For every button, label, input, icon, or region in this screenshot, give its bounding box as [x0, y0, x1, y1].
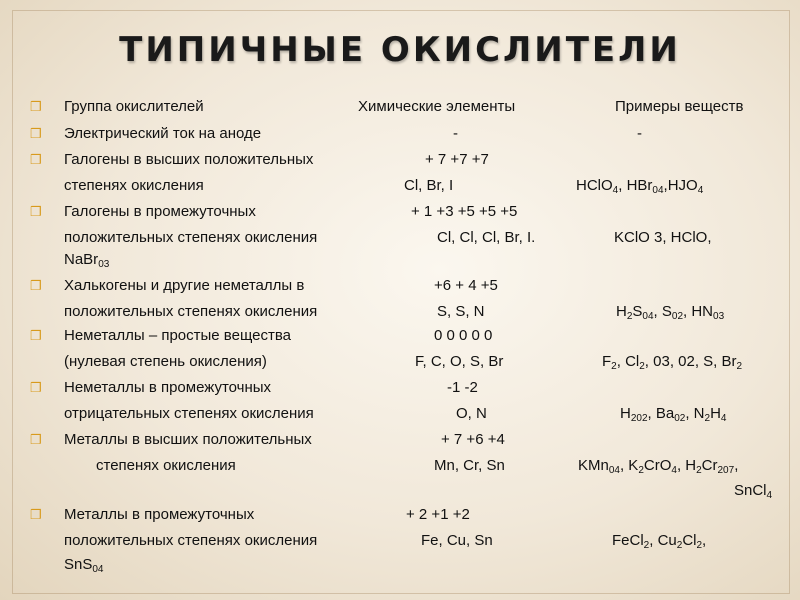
examples-cell: $H_2S_{04}$, $S_{02}$, $HN_{03}$	[616, 303, 725, 322]
elements-cell: Fe, Cu, Sn	[421, 532, 493, 549]
table-row	[0, 531, 800, 555]
table-row	[0, 150, 800, 174]
elements-cell: + 1 +3 +5 +5 +5	[411, 203, 518, 220]
group-cell: (нулевая степень окисления)	[64, 353, 267, 370]
table-row	[0, 326, 800, 350]
table-row	[0, 250, 800, 274]
table-row	[0, 276, 800, 300]
elements-cell: 0 0 0 0 0	[434, 327, 493, 344]
table-row	[0, 228, 800, 252]
elements-cell: -1 -2	[447, 379, 478, 396]
bullet-icon: ❒	[30, 328, 42, 343]
bullet-icon: ❒	[30, 432, 42, 447]
elements-cell: F, C, O, S, Br	[415, 353, 504, 370]
group-cell: положительных степенях окисления	[64, 303, 318, 320]
group-cell: положительных степенях окисления	[64, 532, 318, 549]
examples-cell: SnCl$_4$	[734, 482, 773, 501]
group-cell: положительных степенях окисления	[64, 229, 318, 246]
table-row	[0, 124, 800, 148]
elements-cell: Cl, Cl, Cl, Br, I.	[437, 229, 536, 246]
bullet-icon: ❒	[30, 152, 42, 167]
elements-cell: Химические элементы	[358, 98, 516, 115]
elements-cell: Cl, Br, I	[404, 177, 454, 194]
group-cell: Галогены в высших положительных	[64, 151, 314, 168]
bullet-icon: ❒	[30, 126, 42, 141]
bullet-icon: ❒	[30, 99, 42, 114]
bullet-icon: ❒	[30, 278, 42, 293]
table-row	[0, 352, 800, 376]
group-cell: Неметаллы – простые вещества	[64, 327, 291, 344]
elements-cell: + 7 +6 +4	[441, 431, 505, 448]
table-row	[0, 456, 800, 480]
table-row	[0, 378, 800, 402]
examples-continuation: NaBr$_{03}$	[64, 251, 110, 270]
elements-cell: -	[453, 125, 458, 142]
examples-cell: -	[637, 125, 642, 142]
group-cell: Неметаллы в промежуточных	[64, 379, 272, 396]
table-row	[0, 404, 800, 428]
elements-cell: O, N	[456, 405, 487, 422]
table-row	[0, 505, 800, 529]
group-cell: Халькогены и другие неметаллы в	[64, 277, 305, 294]
elements-cell: S, S, N	[437, 303, 485, 320]
group-cell: отрицательных степенях окисления	[64, 405, 314, 422]
elements-cell: +6 + 4 +5	[434, 277, 498, 294]
bullet-icon: ❒	[30, 204, 42, 219]
table-row	[0, 302, 800, 326]
table-row	[0, 202, 800, 226]
examples-cell: $H_{202}$, $Ba_{02}$, $N_2H_4$	[620, 405, 727, 424]
examples-cell: Примеры веществ	[615, 98, 744, 115]
table-row	[0, 555, 800, 579]
bullet-icon: ❒	[30, 380, 42, 395]
examples-cell: KMn$_{04}$, $K_2CrO_4$, $H_2Cr_{207}$,	[578, 457, 739, 476]
elements-cell: + 7 +7 +7	[425, 151, 489, 168]
examples-cell: $F_2$, $Cl_2$, 03, 02, S, $Br_2$	[602, 353, 743, 372]
group-cell: Галогены в промежуточных	[64, 203, 256, 220]
examples-cell: HClO$_4$, $HBr_{04},HJO_4$	[576, 177, 704, 196]
group-cell: Группа окислителей	[64, 98, 204, 115]
elements-cell: Mn, Cr, Sn	[434, 457, 505, 474]
elements-cell: + 2 +1 +2	[406, 506, 470, 523]
examples-continuation: SnS$_{04}$	[64, 556, 104, 575]
group-cell: Металлы в промежуточных	[64, 506, 255, 523]
slide-title: ТИПИЧНЫЕ ОКИСЛИТЕЛИ	[119, 30, 681, 70]
bullet-icon: ❒	[30, 507, 42, 522]
group-cell: степенях окисления	[96, 457, 236, 474]
group-cell: Электрический ток на аноде	[64, 125, 262, 142]
table-row	[0, 97, 800, 121]
table-row	[0, 430, 800, 454]
group-cell: Металлы в высших положительных	[64, 431, 312, 448]
examples-cell: KClO 3, HClO,	[614, 229, 712, 246]
group-cell: степенях окисления	[64, 177, 204, 194]
examples-cell: FeCl$_2$, $Cu_2Cl_2$,	[612, 532, 707, 551]
table-row	[0, 481, 800, 505]
table-row	[0, 176, 800, 200]
